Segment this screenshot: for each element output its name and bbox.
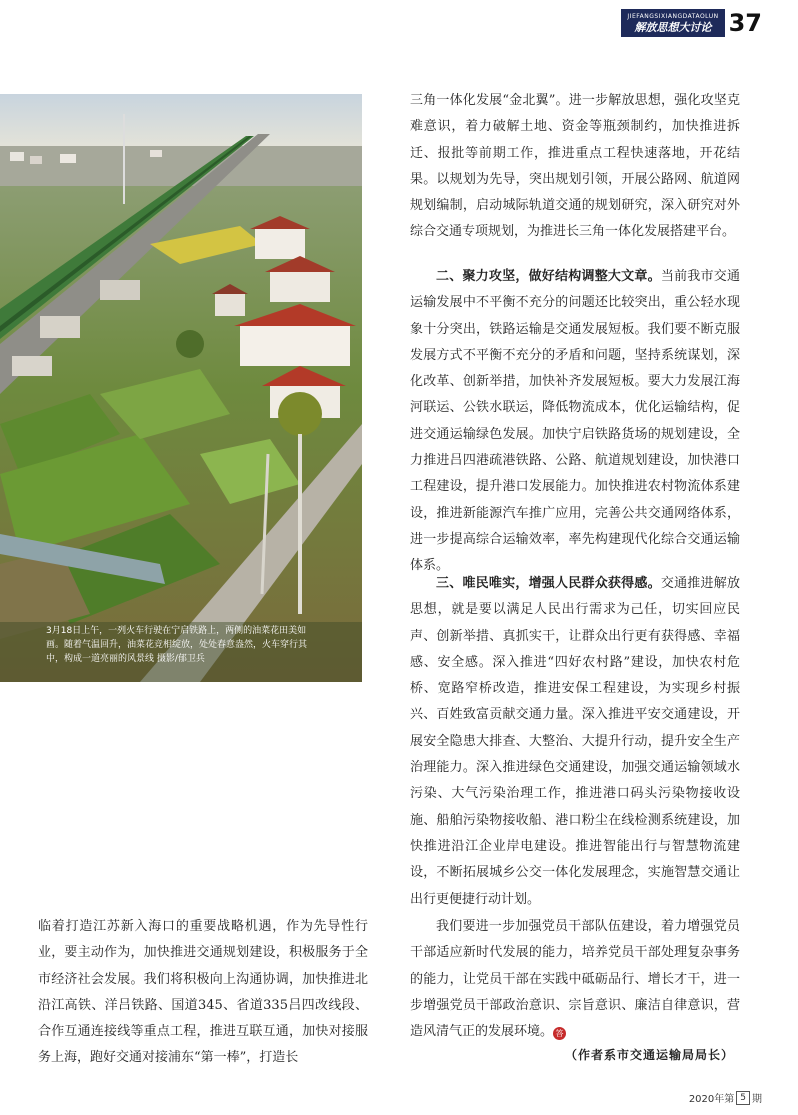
publication-badge	[621, 9, 724, 37]
footer-issue-number: 5	[736, 1091, 750, 1105]
publication-title: 解放思想大讨论	[634, 20, 712, 34]
footer-qi: 期	[752, 1094, 762, 1105]
closing-paragraph	[410, 914, 740, 1045]
rural-railway-photo	[0, 94, 362, 682]
paragraph-continued: 三角一体化发展“金北翼”。进一步解放思想，强化攻坚克难意识，着力破解土地、资金等瓶颈制约，加快推进拆迁、报批等前期工作，推进重点工程快速落地，开花结果。以规划为先导，突出规划引领，开展公路网、航道网规划编制，启动城际轨道交通的规划研究，深入研究对外综合交通专项规划，为推进长三角一体化发展搭建平台。	[410, 93, 740, 240]
footer-di: 第	[724, 1094, 735, 1105]
section-three-body: 交通推进解放思想，就是要以满足人民出行需求为己任，切实回应民声、创新举措、真抓实干，让群众出行更有获得感、幸福感、安全感。深入推进“四好农村路”建设，加快农村危桥、宽路窄桥改造，推进安保工程建设，为实现乡村振兴、百姓致富贡献交通力量。深入推进平安交通建设，开展安全隐患大排查、大整治、大提升行动，提升安全生产治理能力。深入推进绿色交通建设，加强交通运输领域水污染、大气污染治理工作，推进港口码头污染物接收设施、船舶污染物接收船、港口粉尘在线检测系统建设，加快推进沿江企业岸电建设。推进智能出行与智慧物流建设，不断拓展城乡公交一体化发展理念，实施智慧交通让出行更便捷行动计划。	[410, 576, 740, 907]
caption-line: 中，构成一道亮丽的风景线 摄影/郁卫兵	[46, 654, 205, 664]
section-three-paragraph	[410, 571, 740, 913]
page-footer	[689, 1090, 762, 1105]
closing-body: 我们要进一步加强党员干部队伍建设，着力增强党员干部适应新时代发展的能力，培养党员干部处理复杂事务的能力，让党员干部在实践中砥砺品行、增长才干，进一步增强党员干部政治意识、宗旨意识、廉洁自律意识，营造风清气正的发展环境。	[410, 919, 740, 1040]
section-two-paragraph	[410, 264, 740, 580]
photo-illustration	[0, 94, 362, 682]
page-header	[621, 10, 762, 36]
caption-line: 3月18日上午，一列火车行驶在宁启铁路上，两侧的油菜花田美如	[46, 626, 307, 636]
end-mark-icon: 答	[553, 1027, 566, 1040]
caption-line: 画。随着气温回升，油菜花竞相绽放，处处春意盎然，火车穿行其	[46, 640, 308, 650]
photo-caption	[46, 624, 358, 666]
section-two-body: 当前我市交通运输发展中不平衡不充分的问题还比较突出，重公轻水现象十分突出，铁路运输是交通发展短板。我们要不断克服发展方式不平衡不充分的矛盾和问题，坚持系统谋划，深化改革、创新举措，加快补齐发展短板。要大力发展江海河联运、公铁水联运，降低物流成本，优化运输结构，促进交通运输绿色发展。加快宁启铁路货场的规划建设，全力推进吕四港疏港铁路、公路、航道规划建设，加快港口工程建设，提升港口发展能力。加快推进农村物流体系建设，推进新能源汽车推广应用，完善公共交通网络体系，进一步提高综合运输效率，率先构建现代化综合交通运输体系。	[410, 269, 740, 574]
author-byline: （作者系市交通运输局局长）	[564, 1048, 734, 1062]
left-column-paragraph: 临着打造江苏新入海口的重要战略机遇，作为先导性行业，要主动作为，加快推进交通规划建设，积极服务于全市经济社会发展。我们将积极向上沟通协调，加快推进北沿江高铁、洋吕铁路、国道345、省道335吕四改线段、合作互通连接线等重点工程，推进互联互通，加快对接服务上海，跑好交通对接浦东“第一棒”，打造长	[38, 919, 368, 1066]
publication-pinyin: JIEFANGSIXIANGDATAOLUN	[627, 12, 719, 20]
footer-year: 2020年	[688, 1094, 725, 1105]
page-number: 37	[728, 9, 762, 37]
section-two-heading: 二、聚力攻坚，做好结构调整大文章。	[436, 269, 661, 284]
section-three-heading: 三、唯民唯实，增强人民群众获得感。	[436, 576, 661, 591]
